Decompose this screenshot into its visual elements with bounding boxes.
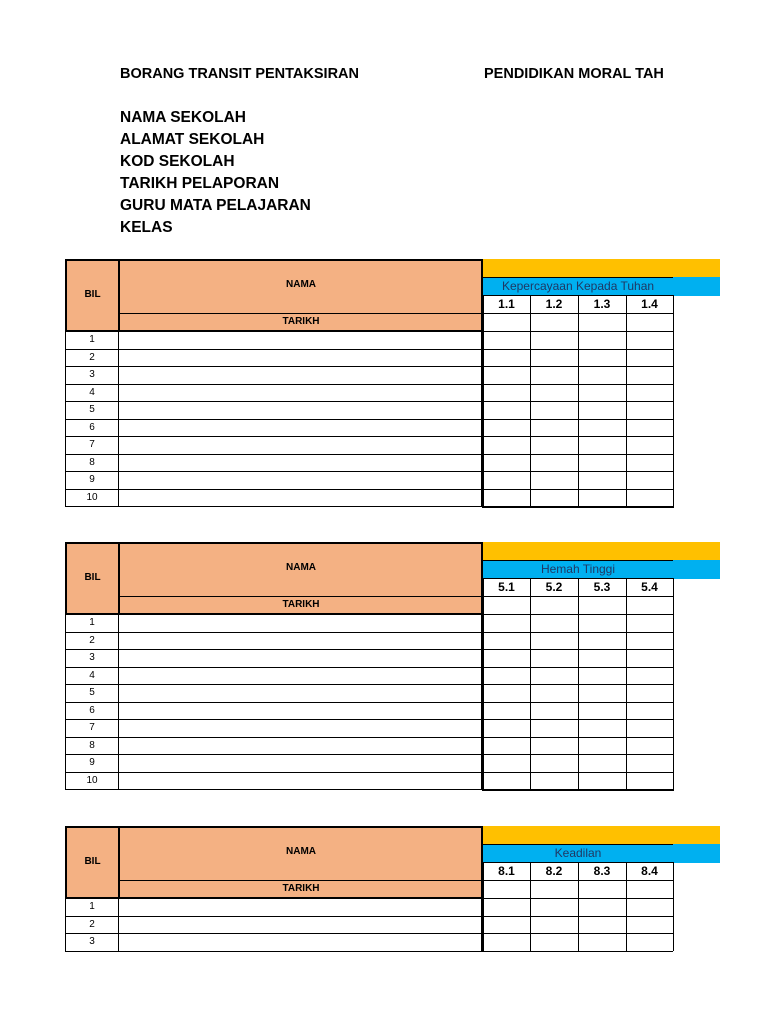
school-name-label: NAMA SEKOLAH	[120, 109, 247, 126]
indicator-code: 1.4	[641, 297, 658, 311]
teacher-label: GURU MATA PELAJARAN	[120, 197, 311, 214]
row-number: 3	[89, 936, 95, 947]
row-number: 4	[89, 387, 95, 398]
score-column-line	[626, 862, 627, 951]
subject-title: PENDIDIKAN MORAL TAH	[484, 66, 664, 82]
indicator-code: 5.1	[498, 580, 515, 594]
header-divider	[119, 313, 482, 314]
row-number: 7	[89, 722, 95, 733]
tarikh-label: TARIKH	[282, 316, 320, 327]
indicator-code: 1.1	[498, 297, 515, 311]
indicator-code: 1.3	[593, 297, 611, 311]
indicator-code: 1.2	[545, 297, 563, 311]
row-number: 2	[89, 352, 95, 363]
bil-label: BIL	[84, 856, 101, 867]
bil-label: BIL	[84, 289, 101, 300]
row-number: 9	[89, 757, 95, 768]
tarikh-label: TARIKH	[282, 883, 320, 894]
row-line	[65, 951, 673, 952]
theme-label: Hemah Tinggi	[540, 562, 616, 576]
row-number: 7	[89, 439, 95, 450]
score-column-line	[530, 862, 531, 951]
row-line	[65, 789, 482, 790]
row-line	[65, 436, 673, 437]
code-row-bottom	[483, 596, 673, 597]
row-line	[65, 506, 482, 507]
score-column-line	[673, 578, 674, 789]
row-line	[65, 933, 673, 934]
row-number: 6	[89, 705, 95, 716]
row-line	[482, 789, 674, 791]
row-line	[65, 331, 673, 332]
row-number: 6	[89, 422, 95, 433]
form-title: BORANG TRANSIT PENTAKSIRAN	[120, 66, 359, 82]
row-line	[65, 684, 673, 685]
row-number: 9	[89, 474, 95, 485]
nama-label: NAMA	[286, 279, 316, 290]
row-line	[65, 366, 673, 367]
row-line	[65, 754, 673, 755]
score-column-line	[673, 295, 674, 506]
school-code-label: KOD SEKOLAH	[120, 153, 235, 170]
indicator-code: 8.1	[498, 864, 515, 878]
row-line	[65, 737, 673, 738]
theme-top-bar	[483, 259, 720, 277]
row-line	[65, 454, 673, 455]
row-line	[65, 401, 673, 402]
row-number: 1	[89, 901, 95, 912]
bil-label: BIL	[84, 572, 101, 583]
indicator-code: 5.3	[593, 580, 611, 594]
header-divider	[119, 880, 482, 881]
row-line	[65, 772, 673, 773]
row-number: 3	[89, 369, 95, 380]
report-date-label: TARIKH PELAPORAN	[120, 175, 280, 192]
score-column-line	[673, 862, 674, 951]
theme-label: Kepercayaan Kepada Tuhan	[501, 279, 655, 293]
row-number: 5	[89, 687, 95, 698]
row-line	[65, 384, 673, 385]
indicator-code: 5.2	[545, 580, 563, 594]
school-address-label: ALAMAT SEKOLAH	[120, 131, 265, 148]
nama-label: NAMA	[286, 846, 316, 857]
row-number: 5	[89, 404, 95, 415]
indicator-code: 8.2	[545, 864, 563, 878]
row-line	[65, 614, 673, 615]
row-number: 1	[89, 334, 95, 345]
row-line	[65, 632, 673, 633]
indicator-code: 8.3	[593, 864, 611, 878]
row-number: 8	[89, 740, 95, 751]
indicator-code: 8.4	[641, 864, 658, 878]
theme-top-bar	[483, 542, 720, 560]
theme-top-bar	[483, 826, 720, 844]
tarikh-label: TARIKH	[282, 599, 320, 610]
code-row-bottom	[483, 880, 673, 881]
row-line	[65, 349, 673, 350]
row-line	[65, 667, 673, 668]
indicator-code: 5.4	[641, 580, 658, 594]
row-line	[65, 916, 673, 917]
row-line	[65, 898, 673, 899]
class-label: KELAS	[120, 219, 173, 236]
theme-label: Keadilan	[554, 846, 602, 860]
row-border	[118, 898, 119, 951]
row-number: 1	[89, 617, 95, 628]
header-divider	[119, 596, 482, 597]
row-number: 3	[89, 652, 95, 663]
row-number: 10	[86, 775, 98, 786]
row-line	[65, 489, 673, 490]
nama-label: NAMA	[286, 562, 316, 573]
row-number: 10	[86, 492, 98, 503]
score-column-line	[483, 862, 484, 951]
row-line	[482, 506, 674, 508]
row-number: 4	[89, 670, 95, 681]
row-line	[65, 719, 673, 720]
row-number: 2	[89, 635, 95, 646]
code-row-bottom	[483, 313, 673, 314]
row-line	[65, 419, 673, 420]
row-line	[65, 471, 673, 472]
row-line	[65, 649, 673, 650]
row-number: 2	[89, 919, 95, 930]
score-column-line	[578, 862, 579, 951]
row-line	[65, 702, 673, 703]
row-number: 8	[89, 457, 95, 468]
